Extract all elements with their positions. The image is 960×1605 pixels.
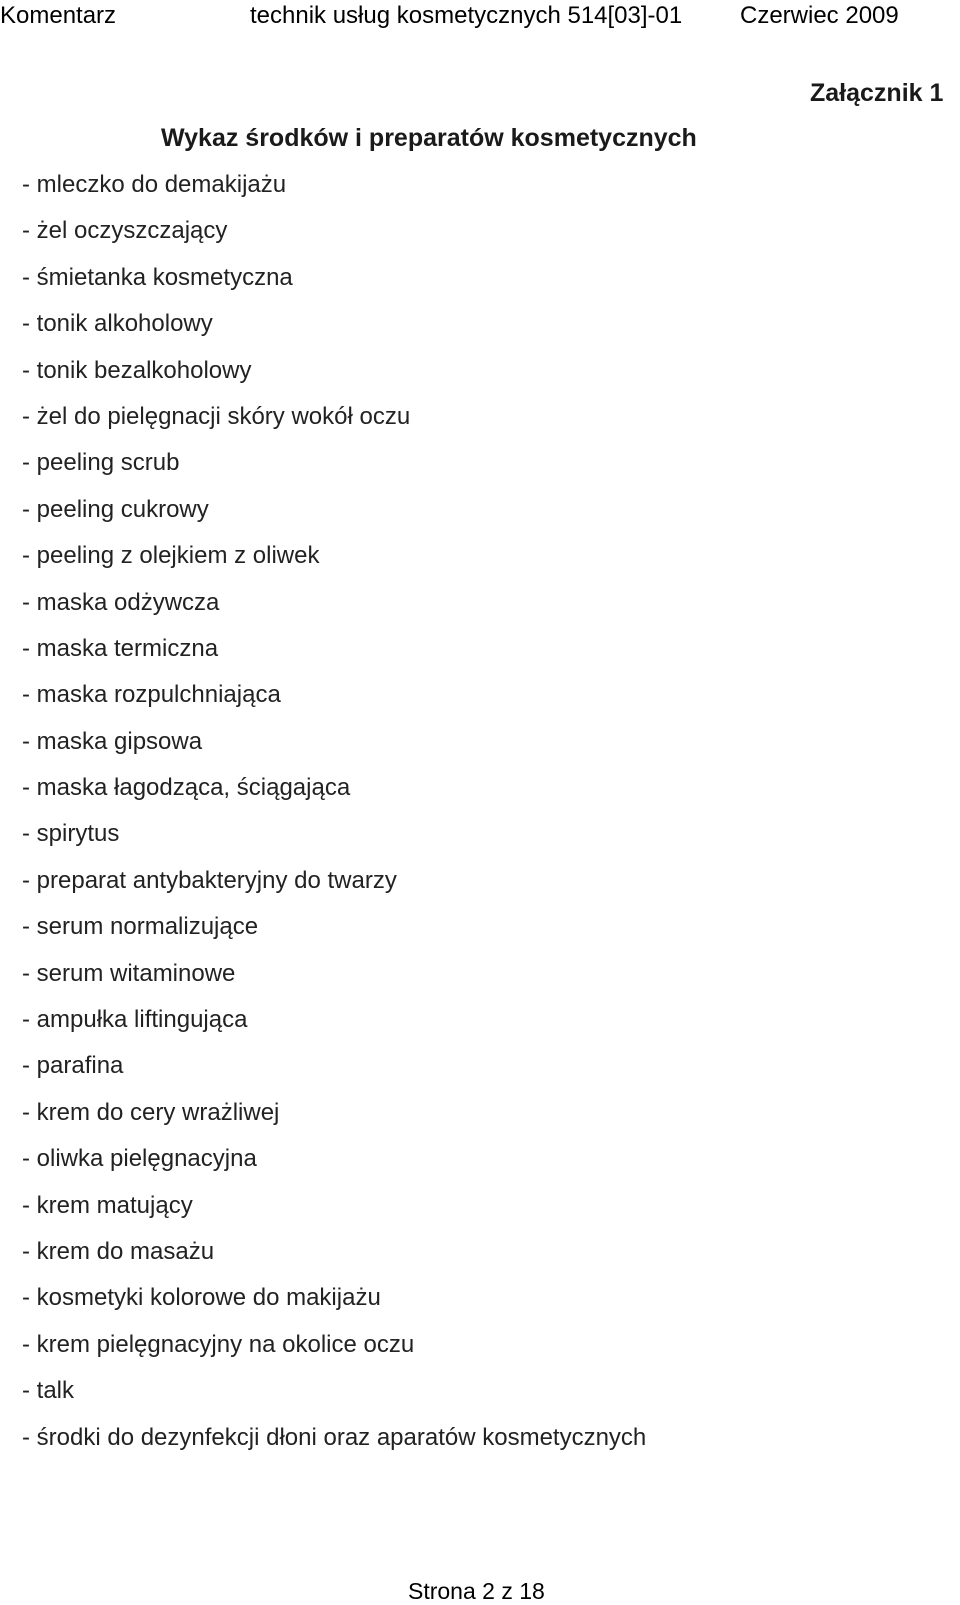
list-item: - żel do pielęgnacji skóry wokół oczu xyxy=(22,402,411,430)
list-item: - preparat antybakteryjny do twarzy xyxy=(22,866,397,894)
list-item: - krem do cery wrażliwej xyxy=(22,1098,280,1126)
header-date: Czerwiec 2009 xyxy=(740,2,899,29)
list-item: - środki do dezynfekcji dłoni oraz aparatów kosmetycznych xyxy=(22,1423,647,1451)
attachment-label: Załącznik 1 xyxy=(810,79,944,107)
list-item: - krem matujący xyxy=(22,1191,193,1219)
list-item: - maska termiczna xyxy=(22,634,219,662)
cosmetics-list xyxy=(22,170,646,1469)
list-item: - śmietanka kosmetyczna xyxy=(22,263,293,291)
list-item: - krem pielęgnacyjny na okolice oczu xyxy=(22,1330,415,1358)
list-item: - talk xyxy=(22,1377,75,1405)
list-item: - tonik bezalkoholowy xyxy=(22,356,252,384)
list-item: - mleczko do demakijażu xyxy=(22,171,287,198)
list-item: - maska łagodząca, ściągająca xyxy=(22,774,351,802)
header-document-type: Komentarz xyxy=(0,2,117,29)
list-item: - serum witaminowe xyxy=(22,959,236,987)
list-item: - oliwka pielęgnacyjna xyxy=(22,1145,257,1173)
list-item: - peeling z olejkiem z oliwek xyxy=(22,542,320,570)
list-item: - maska rozpulchniająca xyxy=(22,681,281,709)
list-item: - kosmetyki kolorowe do makijażu xyxy=(22,1284,381,1312)
list-item: - peeling scrub xyxy=(22,449,180,477)
list-item: - krem do masażu xyxy=(22,1237,215,1265)
list-item: - maska gipsowa xyxy=(22,727,203,755)
list-item: - maska odżywcza xyxy=(22,588,220,616)
list-item: - spirytus xyxy=(22,820,120,848)
list-item: - peeling cukrowy xyxy=(22,495,209,523)
page-number: Strona 2 z 18 xyxy=(408,1578,545,1604)
list-item: - tonik alkoholowy xyxy=(22,310,213,338)
header-exam-title: technik usług kosmetycznych 514[03]-01 xyxy=(250,2,683,29)
list-item: - serum normalizujące xyxy=(22,913,259,941)
list-item: - ampułka liftingująca xyxy=(22,1006,248,1034)
list-item: - żel oczyszczający xyxy=(22,217,228,245)
list-item: - parafina xyxy=(22,1052,124,1080)
document-title: Wykaz środków i preparatów kosmetycznych xyxy=(161,124,697,152)
